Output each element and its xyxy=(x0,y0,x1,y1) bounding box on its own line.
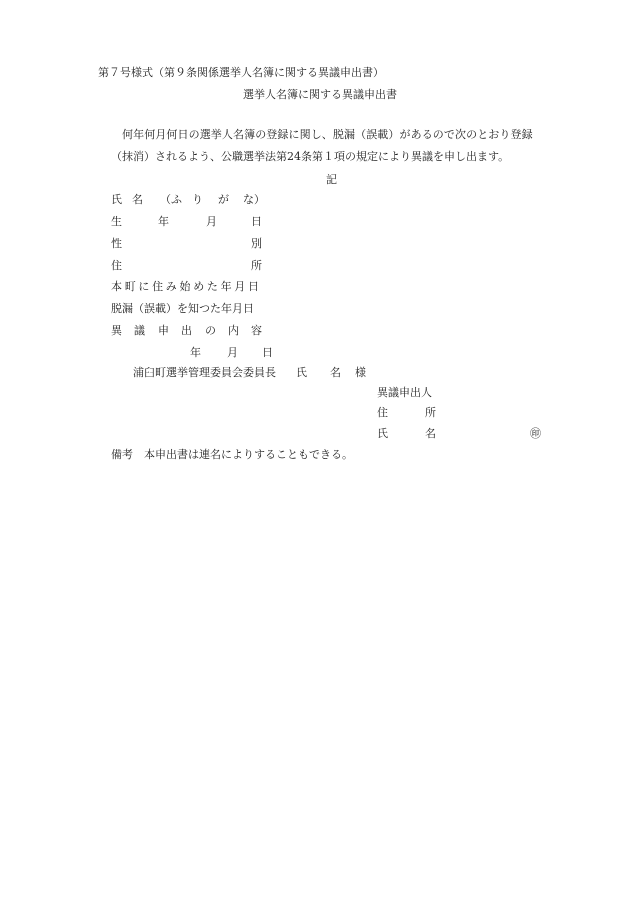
field-name-char: り xyxy=(192,193,203,206)
field-content-char: 議 xyxy=(134,324,145,337)
field-address-char: 住 xyxy=(111,259,122,272)
field-content-char: 内 xyxy=(228,324,239,337)
body-line-1: 何年何月何日の選挙人名簿の登録に関し、脱漏（誤載）があるので次のとおり登録 xyxy=(122,128,533,141)
date-month: 月 xyxy=(227,346,238,359)
field-content-char: の xyxy=(205,324,216,337)
remarks-note: 備考 本申出書は連名によりすることもできる。 xyxy=(111,448,353,461)
addressee-title: 浦臼町選挙管理委員会委員長 xyxy=(133,366,276,379)
field-content-char: 出 xyxy=(181,324,192,337)
field-known-date: 脱漏（誤載）を知つた年月日 xyxy=(111,302,254,315)
date-day: 日 xyxy=(262,346,273,359)
field-content-char: 申 xyxy=(158,324,169,337)
field-birthdate-char: 年 xyxy=(158,215,169,228)
body-line-2: （抹消）されるよう、公職選挙法第24条第１項の規定により異議を申し出ます。 xyxy=(111,150,510,163)
field-birthdate-char: 生 xyxy=(111,215,122,228)
applicant-name-char: 名 xyxy=(425,427,436,440)
field-name-char: な） xyxy=(243,193,265,206)
seal-mark: ㊞ xyxy=(530,427,541,440)
form-label: 第７号様式（第９条関係選挙人名簿に関する異議申出書） xyxy=(98,66,384,79)
field-residence-start: 本町に住み始めた年月日 xyxy=(111,280,262,293)
field-address-char: 所 xyxy=(251,259,262,272)
date-year: 年 xyxy=(190,346,201,359)
applicant-label: 異議申出人 xyxy=(377,386,432,399)
field-name-char: 名 xyxy=(132,193,143,206)
applicant-address-char: 所 xyxy=(425,406,436,419)
ki-label: 記 xyxy=(326,173,337,186)
field-content-char: 異 xyxy=(111,324,122,337)
applicant-address-char: 住 xyxy=(377,406,388,419)
addressee-suffix: 様 xyxy=(355,366,366,379)
applicant-name-char: 氏 xyxy=(377,427,388,440)
field-birthdate-char: 日 xyxy=(251,215,262,228)
field-name-char: 氏 xyxy=(111,193,122,206)
field-gender-char: 性 xyxy=(111,237,122,250)
addressee-char: 氏 xyxy=(296,366,307,379)
field-content-char: 容 xyxy=(251,324,262,337)
document-title: 選挙人名簿に関する異議申出書 xyxy=(243,88,397,101)
addressee-char: 名 xyxy=(330,366,341,379)
field-gender-char: 別 xyxy=(251,237,262,250)
field-name-char: （ふ xyxy=(160,193,182,206)
field-name-char: が xyxy=(218,193,229,206)
field-birthdate-char: 月 xyxy=(206,215,217,228)
